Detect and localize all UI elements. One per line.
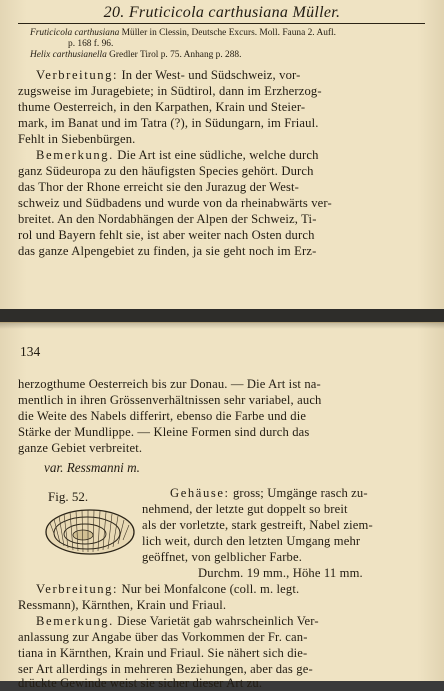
text-line: Fehlt in Siebenbürgen. [18,132,136,146]
text-line: breitet. An den Nordabhängen der Alpen der Schweiz, Ti- [18,212,317,226]
text-line: thume Oesterreich, in den Karpathen, Krain und Steier- [18,100,306,114]
text-line: lich weit, durch den letzten Umgang mehr [142,534,361,548]
heading-rule [18,23,425,24]
upper-page [0,0,444,310]
shell-description-line: Gehäuse: gross; Umgänge rasch zu- [170,486,368,500]
text-line: mentlich in ihren Grössenverhältnissen sehr variabel, auch [18,393,322,407]
figure-label: Fig. 52. [48,489,89,504]
text-line: anlassung zur Angabe über das Vorkommen der Fr. can- [18,630,308,644]
text-line: herzogthume Oesterreich bis zur Donau. — Die Art ist na- [18,377,321,391]
dimensions-line: Durchm. 19 mm., Höhe 11 mm. [198,566,363,580]
text-line: tiana in Kärnthen, Krain und Friaul. Sie nähert sich die- [18,646,308,660]
text-line: Ressmann), Kärnthen, Krain und Friaul. [18,598,227,612]
remark-line: Bemerkung. Diese Varietät gab wahrscheinlich Ver- [36,614,319,628]
text-line: das ganze Alpengebiet zu finden, ja sie geht noch im Erz- [18,244,317,258]
page-number: 134 [20,344,41,359]
distribution-line: Verbreitung: Nur bei Monfalcone (coll. m. legt. [36,582,300,596]
fold-shadow [0,323,444,329]
text-line: als der vorletzte, stark gestreift, Nabel ziem- [142,518,373,532]
text-line: schweiz und Südbadens und wurde von da rheinabwärts ver- [18,196,332,210]
reference-line: Helix carthusianella Gredler Tirol p. 75. Anhang p. 288. [30,50,242,60]
remark-line: Bemerkung. Die Art ist eine südliche, welche durch [36,148,319,162]
remark-label: Bemerkung. [36,614,114,628]
text-line: Stärke der Mundlippe. — Kleine Formen sind durch das [18,425,310,439]
text-line: ser Art allerdings in mehreren Beziehungen, aber das ge- [18,662,313,676]
page-gap [0,309,444,322]
text-line: rol und Bayern fehlt sie, ist aber weiter nach Osten durch [18,228,315,242]
distribution-line: Verbreitung: In der West- und Südschweiz, vor- [36,68,301,82]
text-line: zugsweise im Juragebiete; in Südtirol, dann im Erzherzog- [18,84,322,98]
reference-line: Fruticicola carthusiana Müller in Clessin, Deutsche Excurs. Moll. Fauna 2. Aufl. [30,28,336,38]
text-line: geöffnet, von gelblicher Farbe. [142,550,303,564]
variety-name: var. Ressmanni m. [44,460,140,475]
shell-label: Gehäuse: [170,486,230,500]
distribution-label: Verbreitung: [36,582,119,596]
remark-label: Bemerkung. [36,148,114,162]
reference-line: p. 168 f. 96. [68,39,114,49]
text-line: die Weite des Nabels differirt, ebenso die Farbe und die [18,409,307,423]
text-line: ganze Gebiet verbreitet. [18,441,143,455]
text-line: mark, im Banat und im Tatra (?), in Südungarn, im Friaul. [18,116,319,130]
text-line: ganz Südeuropa zu den häufigsten Species gehört. Durch [18,164,314,178]
text-line: nehmend, der letzte gut doppelt so breit [142,502,348,516]
distribution-label: Verbreitung: [36,68,119,82]
text-line: drückte Gewinde weist sie sicher dieser Art zu. [18,676,263,690]
text-line: das Thor der Rhone erreicht sie den Jurazug der West- [18,180,299,194]
species-heading: 20. Fruticicola carthusiana Müller. [103,4,341,21]
shell-illustration [40,503,140,559]
